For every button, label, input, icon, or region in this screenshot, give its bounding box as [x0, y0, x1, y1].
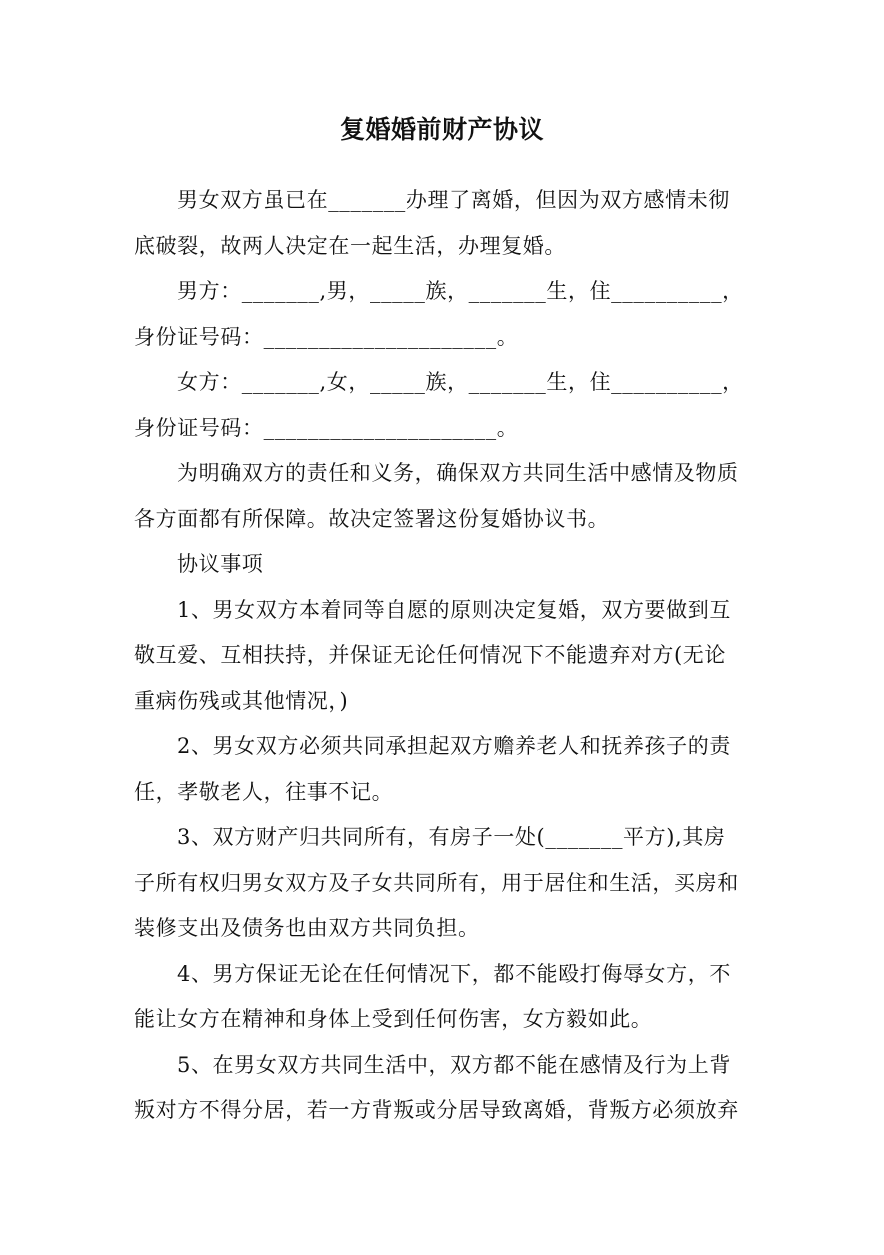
- text-line: 底破裂，故两人决定在一起生活，办理复婚。: [134, 233, 566, 258]
- text-line: 重病伤残或其他情况，): [134, 688, 349, 713]
- text-line: 叛对方不得分居，若一方背叛或分居导致离婚，背叛方必须放弃: [134, 1098, 739, 1122]
- text-line: 5、在男女双方共同生活中，双方都不能在感情及行为上背: [177, 1052, 731, 1077]
- text-line: 协议事项: [177, 552, 264, 576]
- paragraph-intro: [134, 178, 756, 269]
- text-line: 1、男女双方本着同等自愿的原则决定复婚，双方要做到互: [177, 597, 731, 622]
- text-line: 装修支出及债务也由双方共同负担。: [134, 916, 480, 940]
- text-line: 能让女方在精神和身体上受到任何伤害，女方毅如此。: [134, 1007, 653, 1031]
- text-line: 2、男女双方必须共同承担起双方赡养老人和抚养孩子的责: [177, 734, 731, 758]
- document-title: 复婚婚前财产协议: [339, 115, 544, 144]
- clause-2: [134, 724, 756, 815]
- text-line: 各方面都有所保障。故决定签署这份复婚协议书。: [134, 506, 610, 531]
- text-line: 子所有权归男女双方及子女共同所有，用于居住和生活，买房和: [134, 870, 739, 895]
- text-line: 3、双方财产归共同所有，有房子一处(_______平方),其房: [177, 825, 726, 849]
- text-line: 男方：_______,男，_____族，_______生，住__________，: [177, 279, 744, 303]
- paragraph-male-party: [134, 269, 756, 360]
- clause-5: [134, 1043, 756, 1134]
- clause-3: [134, 815, 756, 952]
- text-line: 4、男方保证无论在任何情况下，都不能殴打侮辱女方，不: [177, 961, 731, 986]
- text-line: 身份证号码：_____________________。: [134, 415, 519, 440]
- text-line: 男女双方虽已在_______办理了离婚，但因为双方感情未彻: [177, 188, 730, 212]
- text-line: 敬互爱、互相扶持，并保证无论任何情况下不能遗弃对方(无论: [134, 643, 726, 667]
- clause-1: [134, 588, 756, 725]
- paragraph-female-party: [134, 360, 756, 451]
- section-heading-agreement-items: [134, 542, 756, 588]
- text-line: 身份证号码：_____________________。: [134, 324, 519, 349]
- document-body: [134, 178, 756, 1134]
- text-line: 为明确双方的责任和义务，确保双方共同生活中感情及物质: [177, 461, 739, 485]
- text-line: 任，孝敬老人，往事不记。: [134, 779, 394, 804]
- text-line: 女方：_______,女，_____族，_______生，住__________，: [177, 370, 744, 394]
- paragraph-purpose: [134, 451, 756, 542]
- clause-4: [134, 952, 756, 1043]
